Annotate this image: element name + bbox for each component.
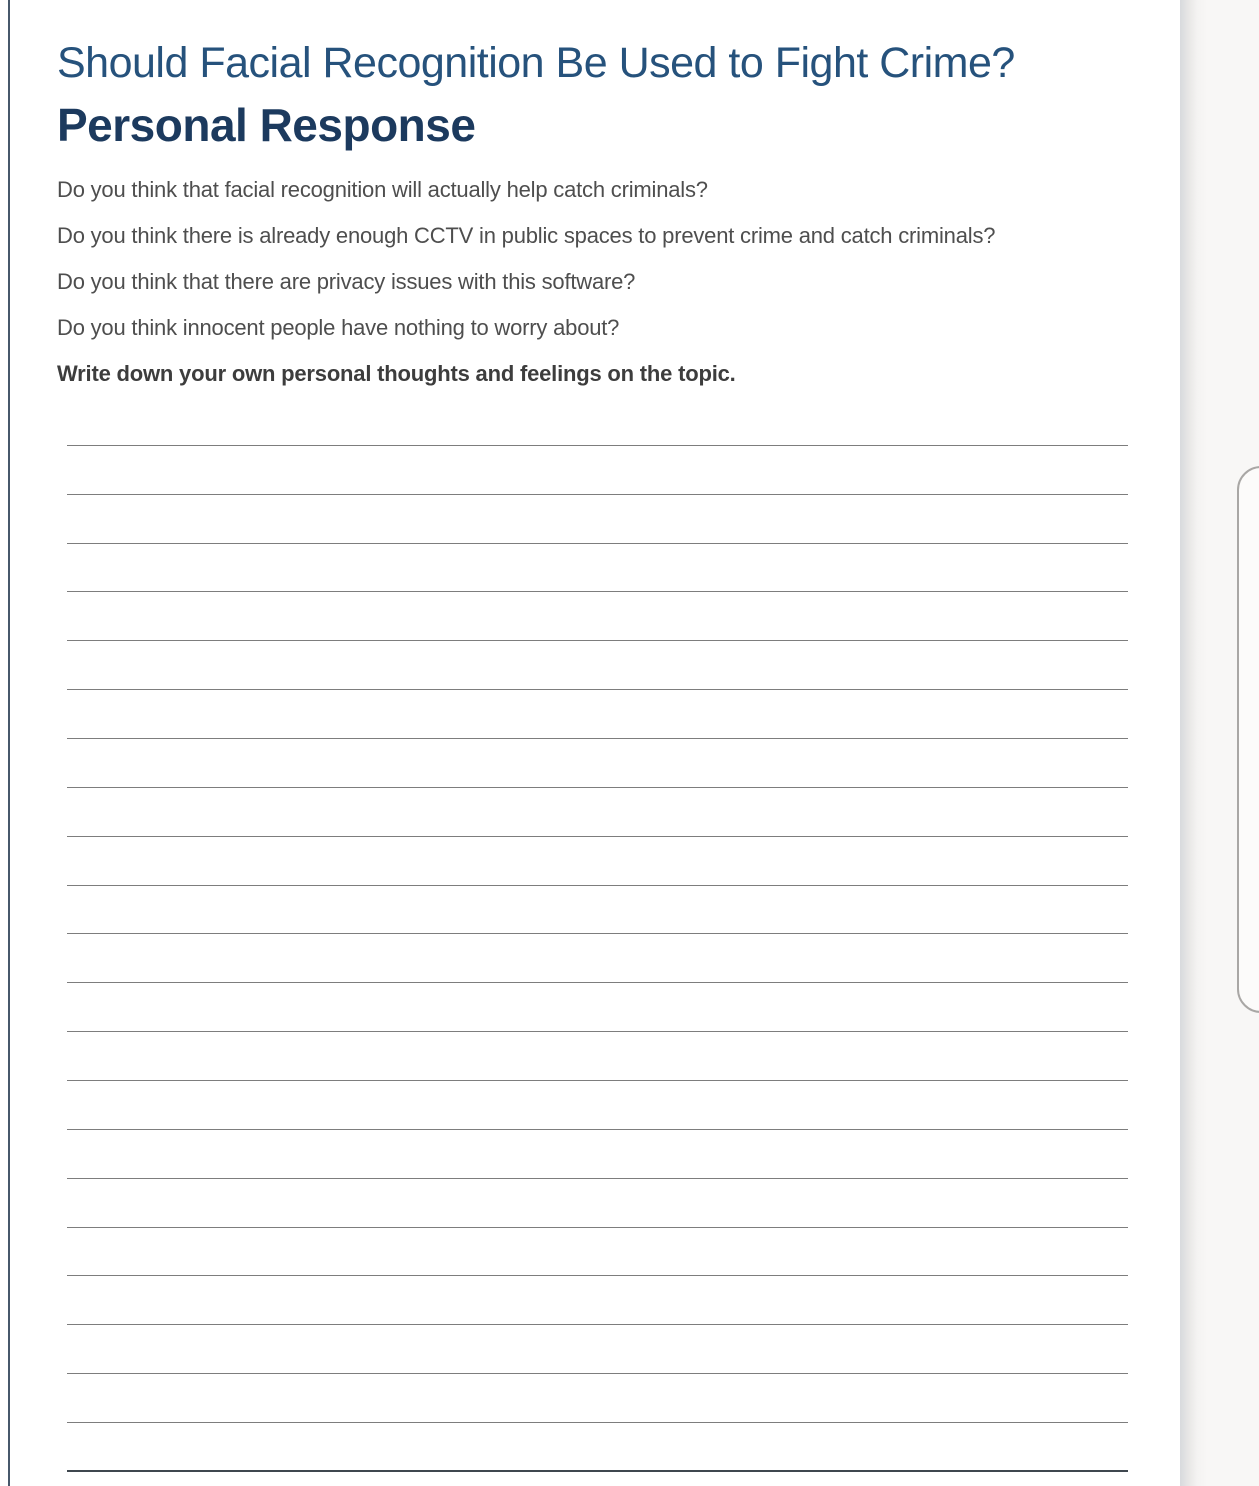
writing-line [67, 1325, 1128, 1374]
worksheet-content [57, 0, 1118, 388]
writing-line [67, 592, 1128, 641]
question-3: Do you think that there are privacy issues with this software? [57, 269, 636, 294]
question-2: Do you think there is already enough CCTV in public spaces to prevent crime and catch criminals? [57, 223, 996, 248]
writing-line [67, 739, 1128, 788]
writing-line [67, 690, 1128, 739]
writing-instruction: Write down your own personal thoughts and feelings on the topic. [57, 361, 736, 386]
writing-line [67, 1032, 1128, 1081]
writing-line [67, 544, 1128, 593]
writing-line [67, 1179, 1128, 1228]
writing-line [67, 641, 1128, 690]
worksheet-page [10, 0, 1180, 1486]
writing-line [67, 788, 1128, 837]
question-4: Do you think innocent people have nothing to worry about? [57, 315, 620, 340]
writing-line [67, 397, 1128, 446]
writing-line [67, 1374, 1128, 1423]
writing-lines[interactable] [67, 397, 1128, 1472]
writing-line [67, 886, 1128, 935]
question-1: Do you think that facial recognition will actually help catch criminals? [57, 177, 708, 202]
scrollbar-thumb[interactable] [1237, 466, 1259, 1013]
writing-line [67, 1276, 1128, 1325]
writing-line [67, 1081, 1128, 1130]
writing-line [67, 446, 1128, 495]
writing-line [67, 837, 1128, 886]
writing-line [67, 1130, 1128, 1179]
writing-line [67, 983, 1128, 1032]
section-heading: Personal Response [57, 99, 476, 151]
writing-line [67, 495, 1128, 544]
writing-line [67, 1423, 1128, 1472]
writing-line [67, 934, 1128, 983]
writing-line [67, 1228, 1128, 1277]
page-title: Should Facial Recognition Be Used to Fight Crime? [57, 39, 1015, 87]
